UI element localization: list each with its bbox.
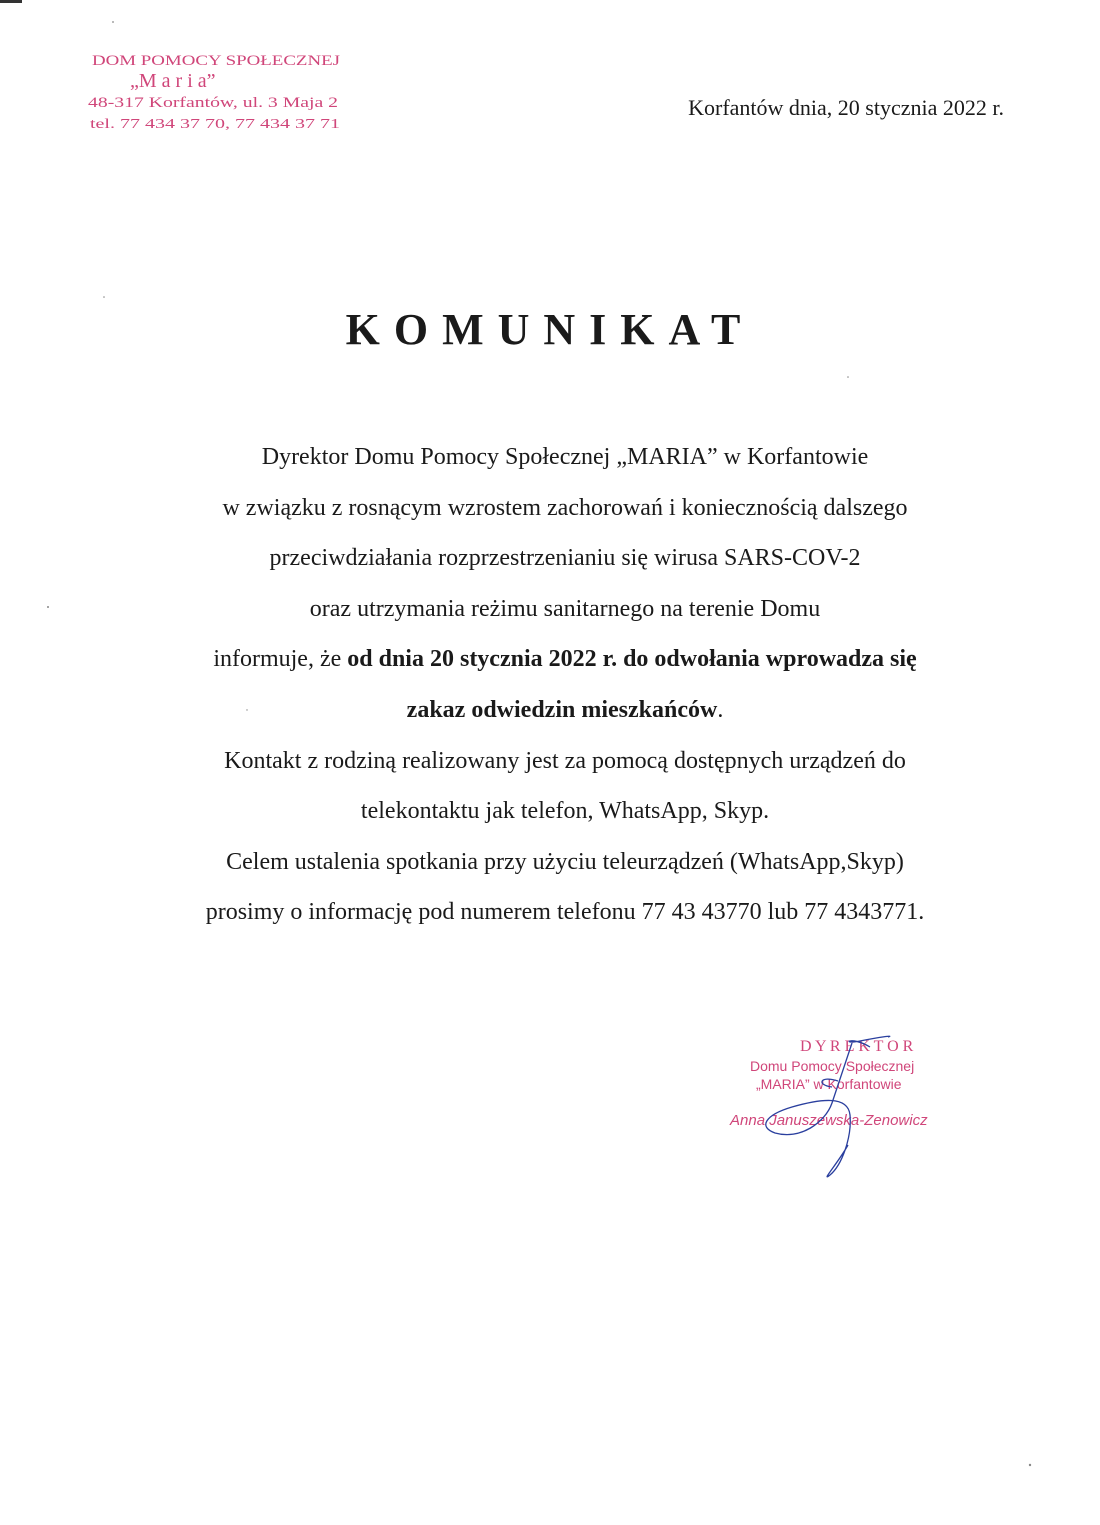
body-line xyxy=(60,685,1070,736)
body-line: w związku z rosnącym wzrostem zachorowań i koniecznością dalszego xyxy=(222,494,908,521)
body-text: informuje, że xyxy=(213,646,348,673)
sig-stamp-line-4: Anna Januszewska-Zenowicz xyxy=(730,1112,928,1129)
body-line: Kontakt z rodziną realizowany jest za pomocą dostępnych urządzeń do xyxy=(224,747,906,774)
body-line: oraz utrzymania reżimu sanitarnego na terenie Domu xyxy=(309,595,821,622)
sig-stamp-line-1: D Y R E K T O R xyxy=(800,1038,914,1055)
institution-stamp xyxy=(72,44,342,144)
scan-edge-mark xyxy=(0,0,22,3)
sig-stamp-line-2: Domu Pomocy Społecznej xyxy=(750,1058,915,1074)
body-line: Dyrektor Domu Pomocy Społecznej „MARIA” w Korfantowie xyxy=(261,444,869,470)
document-title: KOMUNIKAT xyxy=(345,305,755,354)
stamp-line-1: DOM POMOCY SPOŁECZNEJ xyxy=(92,53,341,69)
body-bold-text: zakaz odwiedzin mieszkańców xyxy=(406,696,718,723)
stamp-line-2: „M a r i a” xyxy=(130,70,216,92)
date-line: Korfantów dnia, 20 stycznia 2022 r. xyxy=(688,95,1004,120)
body-line: prosimy o informację pod numerem telefonu 77 43 43770 lub 77 4343771. xyxy=(205,899,925,926)
body-bold-text: od dnia 20 stycznia 2022 r. do odwołania wprowadza się xyxy=(347,646,917,673)
stamp-line-3: 48-317 Korfantów, ul. 3 Maja 2 xyxy=(88,95,338,111)
sig-stamp-line-3: „MARIA” w Korfantowie xyxy=(756,1076,902,1092)
announcement-body xyxy=(60,432,1070,938)
body-line: telekontaktu jak telefon, WhatsApp, Skyp. xyxy=(360,798,770,825)
stamp-line-4: tel. 77 434 37 70, 77 434 37 71 xyxy=(90,117,340,132)
body-line: przeciwdziałania rozprzestrzenianiu się wirusa SARS-COV-2 xyxy=(269,545,861,572)
body-line: Celem ustalenia spotkania przy użyciu teleurządzeń (WhatsApp,Skyp) xyxy=(226,848,904,875)
body-text: . xyxy=(717,696,724,723)
body-line xyxy=(60,634,1070,685)
director-signature-stamp xyxy=(720,1025,980,1185)
